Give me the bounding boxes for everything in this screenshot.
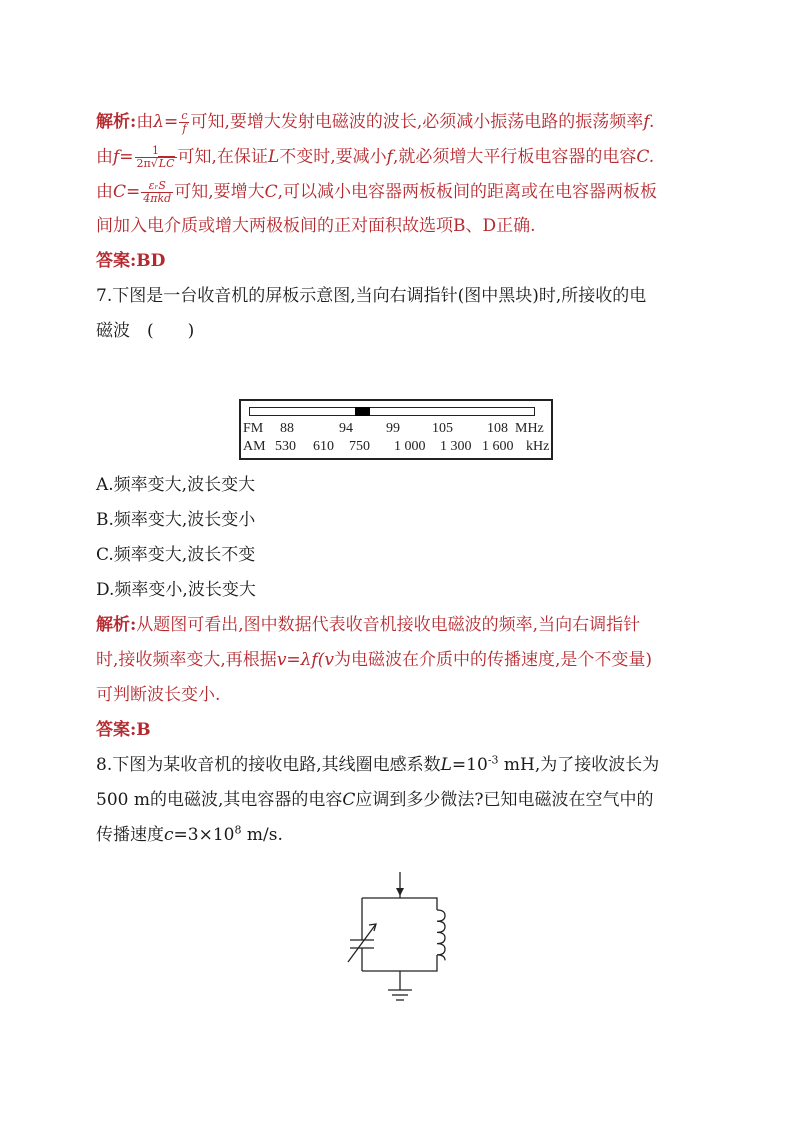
- analysis2-line3: 可判断波长变小.: [96, 685, 221, 705]
- choice-c: C.频率变大,波长不变: [96, 545, 256, 565]
- choice-d: D.频率变小,波长变大: [96, 580, 256, 600]
- analysis1-line3: 由C= $\frac{\text{εᵣS}}{\text{4πkd}}$ 可知,要增大C,可以减小电容器两板板间的距离或在电容器两板板: [96, 179, 658, 205]
- radio-dial-figure: [239, 399, 553, 460]
- am-tick: 1 600: [482, 439, 514, 454]
- fm-tick: 105: [432, 421, 453, 436]
- fm-tick: 88: [280, 421, 294, 436]
- fm-tick: 94: [339, 421, 353, 436]
- analysis2-line1: 解析:从题图可看出,图中数据代表收音机接收电磁波的频率,当向右调指针: [96, 615, 641, 635]
- answer2: [96, 719, 698, 742]
- answer-value: BD: [136, 251, 166, 271]
- analysis1-line1: 解析:由λ= $\frac{c}{f}$ 可知,要增大发射电磁波的波长,必须减小振荡电路的振荡频率f.: [96, 109, 655, 135]
- analysis1-line2: 由f= $\frac{1}{2\pi√LC}$ 可知,在保证L不变时,要减小f,就必须增大平行板电容器的电容C.: [96, 144, 655, 170]
- q8-line3: 传播速度$c=3\times 10^8$ m/s.: [96, 823, 283, 845]
- circuit-loop-top: [362, 898, 437, 910]
- q8-line2: 500 m的电磁波,其电容器的电容C应调到多少微法?已知电磁波在空气中的: [96, 790, 654, 810]
- fm-tick: 99: [386, 421, 400, 436]
- choice-a: A.频率变大,波长变大: [96, 475, 256, 495]
- choice-b: B.频率变大,波长变小: [96, 510, 256, 530]
- fraction-c-over-f: $\frac{c}{f}$: [181, 109, 188, 135]
- analysis2-line2: 时,接收频率变大,再根据v=λf(v为电磁波在介质中的传播速度,是个不变量): [96, 650, 653, 670]
- inductor-coil-icon: [437, 910, 445, 960]
- q7-line2: 磁波 ( ): [96, 321, 195, 341]
- fraction-capacitance-formula: $\frac{\text{εᵣS}}{\text{4πkd}}$: [143, 179, 172, 205]
- circuit-loop-bottom: [362, 955, 437, 971]
- answer-label: 答案:: [96, 720, 137, 740]
- analysis1-line4: 间加入电介质或增大两极板间的正对面积故选项B、D正确.: [96, 216, 536, 236]
- antenna-arrow-icon: [396, 888, 404, 896]
- document-body-lower: [96, 474, 698, 859]
- fm-label: FM: [243, 421, 264, 436]
- lc-circuit-figure: [340, 868, 450, 1008]
- document-body: [96, 110, 698, 355]
- am-tick: 750: [349, 439, 370, 454]
- answer-value: B: [136, 720, 151, 740]
- dial-track: [249, 407, 535, 416]
- fraction-lc-formula: $\frac{1}{2\pi√LC}$: [136, 144, 175, 170]
- analysis-label: 解析:: [96, 615, 137, 635]
- answer1: [96, 250, 698, 273]
- am-tick: 1 300: [440, 439, 472, 454]
- dial-pointer: [355, 407, 370, 416]
- am-label: AM: [243, 439, 266, 454]
- fm-tick: 108: [487, 421, 508, 436]
- fm-unit: MHz: [515, 421, 544, 436]
- am-tick: 530: [275, 439, 296, 454]
- q8-line1: 8.下图为某收音机的接收电路,其线圈电感系数$L=10^{-3}$ mH,为了接收波长为: [96, 753, 660, 775]
- answer-label: 答案:: [96, 251, 137, 271]
- am-unit: kHz: [526, 439, 550, 454]
- am-tick: 610: [313, 439, 334, 454]
- analysis-label: 解析:: [96, 112, 137, 132]
- am-tick: 1 000: [394, 439, 426, 454]
- q7-line1: 7.下图是一台收音机的屏板示意图,当向右调指针(图中黑块)时,所接收的电: [96, 286, 647, 306]
